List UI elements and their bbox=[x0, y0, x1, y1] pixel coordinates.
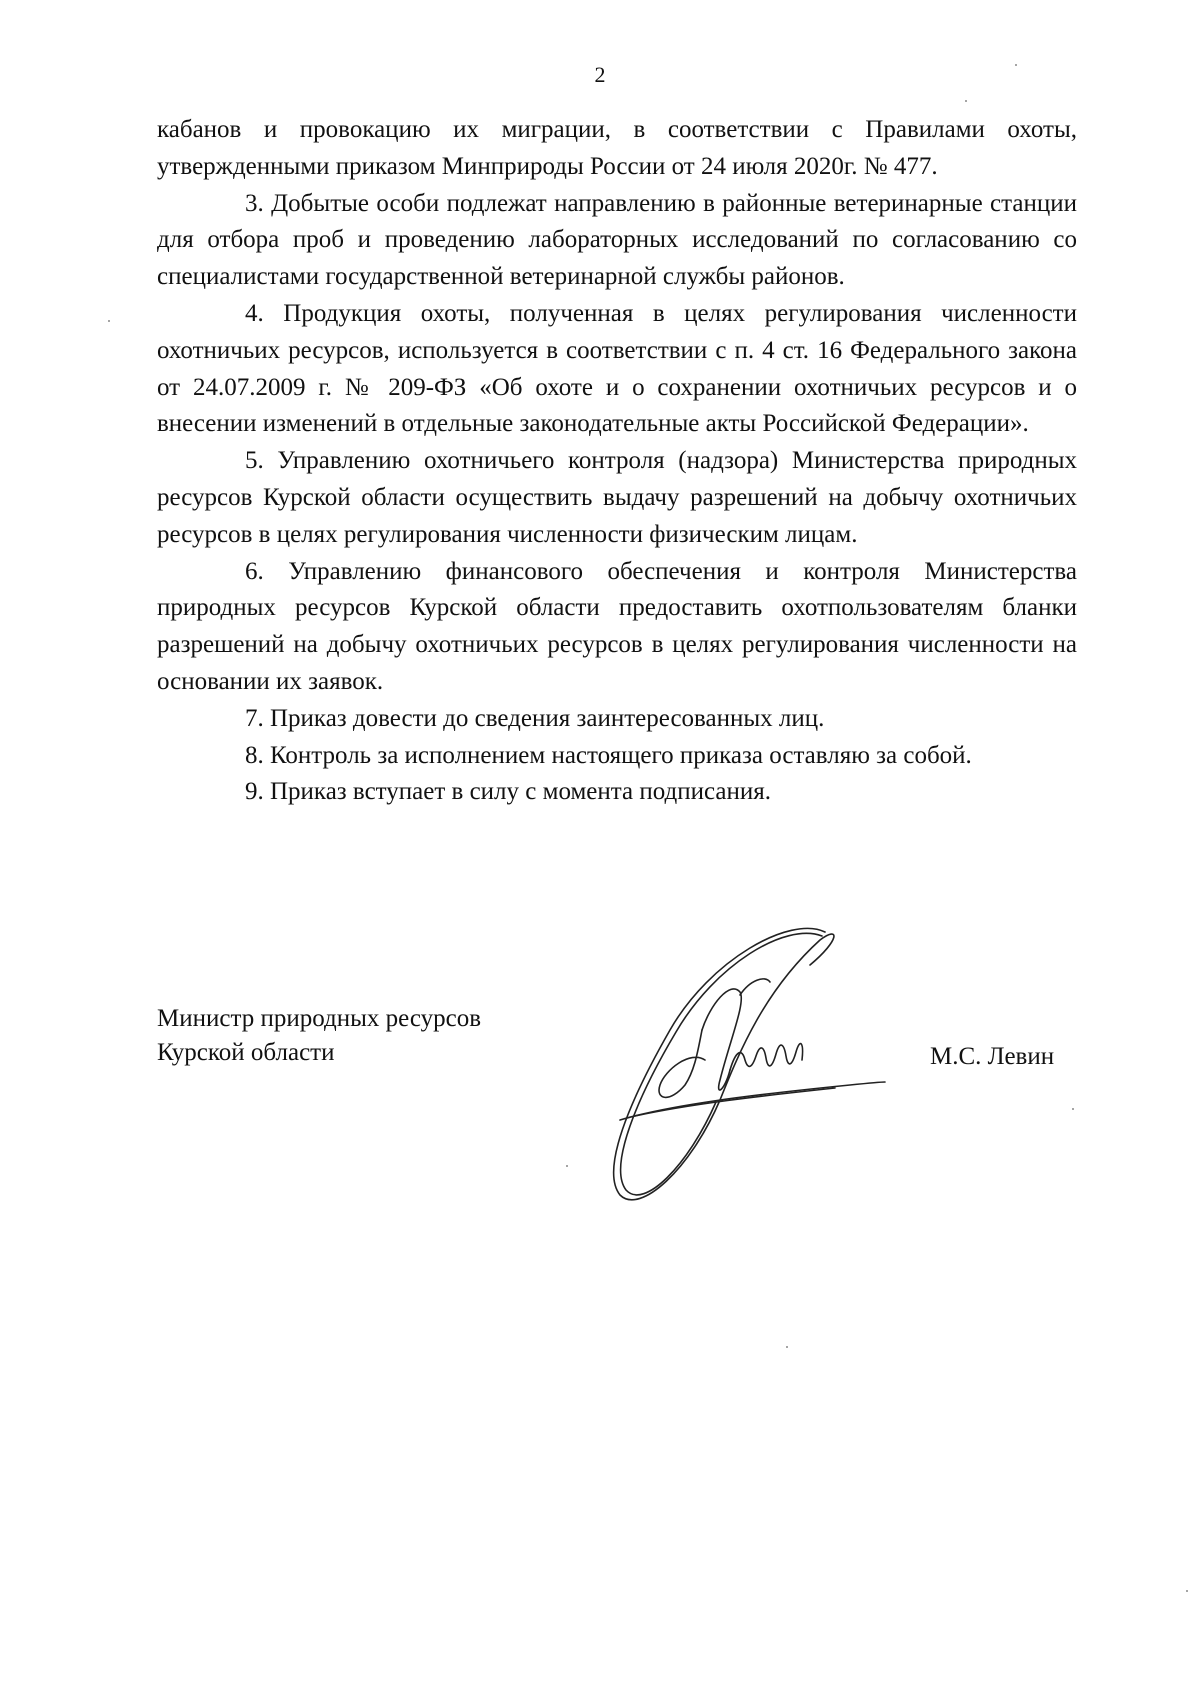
scan-speck bbox=[108, 320, 110, 322]
scan-speck bbox=[786, 1346, 788, 1348]
paragraph-item-3: 3. Добытые особи подлежат направлению в районные ветеринарные станции для отбора проб и проведению лабораторных исследований по согласованию со специалистами государственной ветеринарной службы районов. bbox=[157, 189, 1077, 291]
paragraph-item-9: 9. Приказ вступает в силу с момента подписания. bbox=[245, 778, 771, 806]
paragraph-continuation: кабанов и провокацию их миграции, в соответствии с Правилами охоты, утвержденными приказом Минприроды России от 24 июля 2020г. № 477. bbox=[157, 116, 1077, 180]
handwritten-signature-icon bbox=[590, 920, 890, 1220]
signer-name: М.С. Левин bbox=[930, 1043, 1055, 1070]
signatory-position-line-1: Министр природных ресурсов bbox=[157, 1005, 482, 1032]
paragraph-item-4: 4. Продукция охоты, полученная в целях регулирования численности охотничьих ресурсов, используется в соответствии с п. 4 ст. 16 Федерального закона от 24.07.2009 г. № 209-ФЗ «Об охоте и о сохранении охотничьих ресурсов и о внесении изменений в отдельные законодательные акты Российской Федерации». bbox=[157, 299, 1077, 438]
scan-speck bbox=[1072, 1108, 1074, 1110]
scan-speck bbox=[1015, 64, 1017, 66]
signatory-position-line-2: Курской области bbox=[157, 1039, 335, 1066]
scan-speck bbox=[965, 100, 967, 102]
paragraph-item-6: 6. Управлению финансового обеспечения и контроля Министерства природных ресурсов Курской области предоставить охотпользователям бланки разрешений на добычу охотничьих ресурсов в целях регулирования численности на основании их заявок. bbox=[157, 557, 1077, 695]
scan-speck bbox=[1186, 1590, 1188, 1592]
paragraph-item-7: 7. Приказ довести до сведения заинтересованных лиц. bbox=[245, 704, 825, 732]
document-body bbox=[157, 112, 1077, 811]
scan-speck bbox=[566, 1165, 568, 1167]
signatory-position bbox=[157, 1002, 481, 1070]
paragraph-item-5: 5. Управлению охотничьего контроля (надзора) Министерства природных ресурсов Курской области осуществить выдачу разрешений на добычу охотничьих ресурсов в целях регулирования численности физическим лицам. bbox=[157, 447, 1077, 548]
page-number: 2 bbox=[594, 62, 606, 87]
paragraph-item-8: 8. Контроль за исполнением настоящего приказа оставляю за собой. bbox=[245, 741, 972, 769]
